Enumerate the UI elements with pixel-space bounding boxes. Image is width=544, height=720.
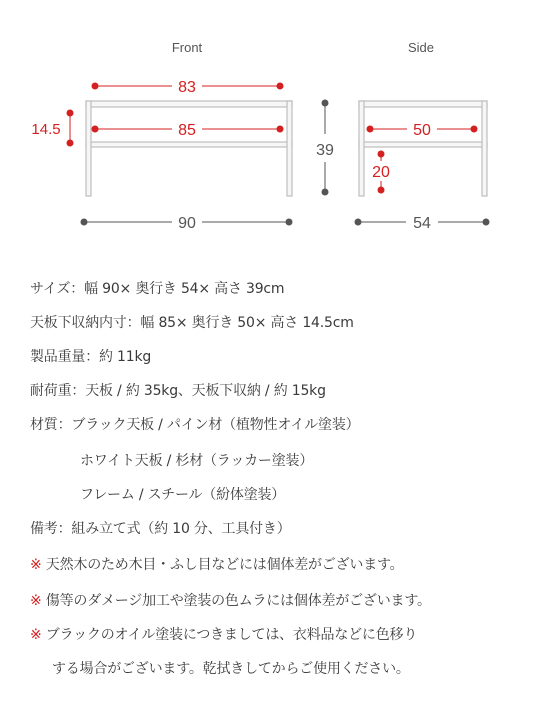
side-depth-total-value: 54 — [413, 215, 431, 232]
spec-material-white: ホワイト天板 / 杉材（ラッカー塗装） — [80, 453, 314, 469]
spec-material-frame: フレーム / スチール（紛体塗装） — [80, 487, 286, 503]
note-wood-grain — [30, 556, 403, 574]
note-text: 天然木のため木目・ふし目などには個体差がございます。 — [45, 557, 404, 573]
note-text: 傷等のダメージ加工や塗装の色ムラには個体差がございます。 — [45, 593, 431, 609]
front-height-inner-value: 14.5 — [31, 121, 61, 138]
spec-material: 材質：ブラック天板 / パイン材（植物性オイル塗装） — [30, 417, 360, 433]
note-oil-transfer-continued: する場合がございます。乾拭きしてからご使用ください。 — [52, 661, 410, 677]
side-frame — [359, 101, 487, 196]
dimension-diagram — [0, 0, 544, 250]
spec-size: サイズ：幅 90× 奥行き 54× 高さ 39cm — [30, 281, 285, 297]
front-width-top-dimension — [92, 79, 284, 96]
side-depth-inner-dimension — [367, 122, 478, 139]
height-total-value: 39 — [316, 142, 334, 159]
note-mark: ※ — [30, 593, 42, 609]
side-depth-inner-value: 50 — [413, 122, 431, 139]
front-width-inner-value: 85 — [178, 122, 196, 139]
side-view-label: Side — [407, 40, 435, 55]
spec-inner-storage: 天板下収納内寸：幅 85× 奥行き 50× 高さ 14.5cm — [30, 315, 354, 331]
side-depth-total-dimension — [355, 215, 490, 232]
note-text: ブラックのオイル塗装につきましては、衣料品などに色移り — [45, 627, 418, 643]
front-height-inner-dimension — [31, 110, 73, 147]
spec-load-capacity: 耐荷重：天板 / 約 35kg、天板下収納 / 約 15kg — [30, 383, 326, 399]
front-frame — [86, 101, 292, 196]
front-width-total-value: 90 — [178, 215, 196, 232]
spec-weight: 製品重量：約 11kg — [30, 349, 152, 365]
spec-remarks: 備考：組み立て式（約 10 分、工具付き） — [30, 521, 291, 537]
note-oil-transfer — [30, 626, 417, 644]
note-damage-finish — [30, 592, 431, 610]
front-width-top-value: 83 — [178, 79, 196, 96]
note-mark: ※ — [30, 627, 42, 643]
side-height-inner-value: 20 — [372, 164, 390, 181]
front-view-label: Front — [171, 40, 203, 55]
front-width-total-dimension — [81, 215, 293, 232]
height-total-dimension — [316, 100, 334, 196]
side-height-inner-dimension — [372, 151, 390, 194]
front-width-inner-dimension — [92, 122, 284, 139]
note-mark: ※ — [30, 557, 42, 573]
